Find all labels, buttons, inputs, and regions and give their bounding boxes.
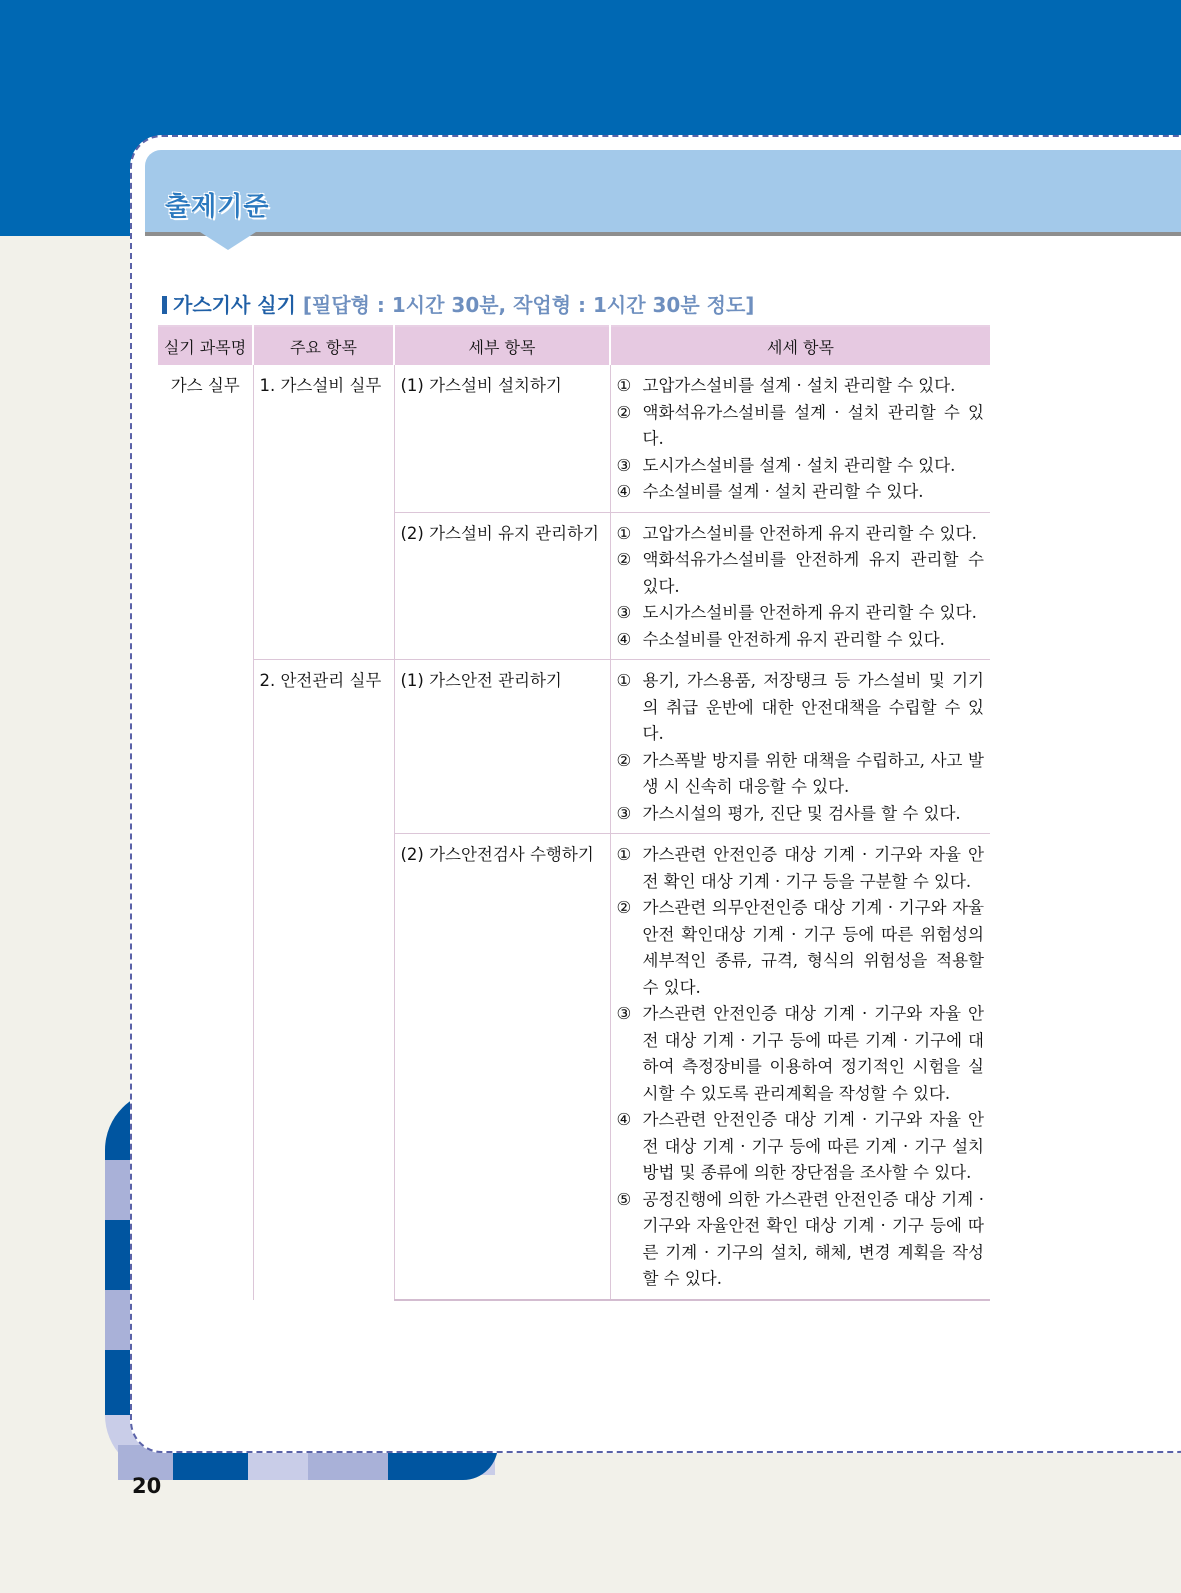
detail-item (617, 842, 985, 895)
detail-item (617, 600, 985, 627)
detail-item (617, 1107, 985, 1187)
detail-item (617, 627, 985, 654)
detail-item-text: 공정진행에 의한 가스관련 안전인증 대상 기계 · 기구와 자율안전 확인 대상 기계 · 기구 등에 따른 기계 · 기구의 설치, 해체, 변경 계획을 작성할 수 있다. (642, 1189, 984, 1288)
section-subtitle: [필답형 : 1시간 30분, 작업형 : 1시간 30분 정도] (302, 293, 755, 317)
detail-item (617, 748, 985, 801)
table-row (158, 660, 990, 834)
header-detail-item: 세세 항목 (610, 326, 990, 365)
detail-item-text: 가스관련 안전인증 대상 기계 · 기구와 자율 안전 대상 기계 · 기구 등에 따른 기계 · 기구에 대하여 측정장비를 이용하여 정기적인 시험을 실시할 수 있도록 관리계획을 작성할 수 있다. (642, 1004, 984, 1103)
detail-item-text: 고압가스설비를 설계 · 설치 관리할 수 있다. (642, 376, 956, 395)
table-row (158, 365, 990, 512)
detail-item-number: ③ (616, 603, 632, 622)
detail-item-text: 액화석유가스설비를 안전하게 유지 관리할 수 있다. (642, 550, 984, 596)
table-header-row (158, 326, 990, 365)
detail-item-text: 가스관련 안전인증 대상 기계 · 기구와 자율 안전 대상 기계 · 기구 등에 따른 기계 · 기구 설치방법 및 종류에 의한 장단점을 조사할 수 있다. (642, 1110, 984, 1182)
detail-item (617, 895, 985, 1001)
main-item-cell: 2. 안전관리 실무 (253, 660, 394, 1300)
detail-item-number: ① (616, 376, 632, 395)
detail-item (617, 373, 985, 400)
detail-item-number: ② (616, 402, 632, 422)
detail-item-number: ① (616, 523, 632, 543)
detail-item-number: ② (616, 898, 632, 917)
section-title (162, 289, 754, 318)
detail-item-text: 고압가스설비를 안전하게 유지 관리할 수 있다. (642, 523, 977, 543)
detail-item (617, 400, 985, 453)
detail-cell (610, 834, 990, 1300)
detail-item (617, 668, 985, 748)
detail-item-text: 수소설비를 설계 · 설치 관리할 수 있다. (642, 482, 924, 501)
detail-item-number: ① (616, 671, 632, 690)
detail-item (617, 479, 985, 506)
header-sub-item: 세부 항목 (394, 326, 610, 365)
header-shadow (145, 232, 1181, 236)
header-main-item: 주요 항목 (253, 326, 394, 365)
page-title: 출제기준 (165, 192, 270, 222)
criteria-table (158, 325, 990, 1301)
detail-item-text: 도시가스설비를 설계 · 설치 관리할 수 있다. (642, 455, 956, 475)
page-number: 20 (132, 1474, 162, 1498)
detail-item-text: 가스관련 안전인증 대상 기계 · 기구와 자율 안전 확인 대상 기계 · 기구 등을 구분할 수 있다. (642, 845, 984, 891)
detail-item (617, 521, 985, 548)
detail-item-text: 용기, 가스용품, 저장탱크 등 가스설비 및 기기의 취급 운반에 대한 안전대책을 수립할 수 있다. (642, 671, 984, 743)
detail-item-number: ④ (616, 629, 632, 649)
detail-item (617, 801, 985, 828)
section-title-text: 가스기사 실기 (173, 293, 296, 317)
subject-cell: 가스 실무 (158, 365, 253, 1300)
detail-item-number: ② (616, 550, 632, 569)
header-band (145, 150, 1181, 232)
detail-cell (610, 512, 990, 660)
detail-item-number: ③ (616, 803, 632, 823)
detail-cell (610, 365, 990, 512)
detail-item (617, 1187, 985, 1293)
sub-item-cell: (2) 가스설비 유지 관리하기 (394, 512, 610, 660)
detail-item-number: ④ (616, 482, 632, 501)
sub-item-cell: (2) 가스안전검사 수행하기 (394, 834, 610, 1300)
detail-item-text: 수소설비를 안전하게 유지 관리할 수 있다. (642, 629, 945, 649)
detail-item-number: ② (616, 750, 632, 770)
detail-item-number: ③ (616, 455, 632, 475)
detail-item (617, 453, 985, 480)
detail-item-number: ① (616, 845, 632, 864)
bullet-bar-icon (162, 296, 167, 314)
detail-item (617, 547, 985, 600)
detail-item-number: ③ (616, 1004, 632, 1023)
detail-item-text: 액화석유가스설비를 설계 · 설치 관리할 수 있다. (642, 402, 984, 448)
detail-item-text: 도시가스설비를 안전하게 유지 관리할 수 있다. (642, 603, 977, 622)
header-subject: 실기 과목명 (158, 326, 253, 365)
detail-item-number: ④ (616, 1110, 632, 1129)
detail-item (617, 1001, 985, 1107)
detail-item-number: ⑤ (616, 1189, 632, 1209)
header-notch (200, 232, 256, 250)
main-item-cell: 1. 가스설비 실무 (253, 365, 394, 660)
detail-item-text: 가스폭발 방지를 위한 대책을 수립하고, 사고 발생 시 신속히 대응할 수 있다. (642, 750, 984, 796)
detail-item-text: 가스시설의 평가, 진단 및 검사를 할 수 있다. (642, 803, 961, 823)
detail-item-text: 가스관련 의무안전인증 대상 기계 · 기구와 자율안전 확인대상 기계 · 기구 등에 따른 위험성의 세부적인 종류, 규격, 형식의 위험성을 적용할 수 있다. (642, 898, 984, 997)
sub-item-cell: (1) 가스설비 설치하기 (394, 365, 610, 512)
sub-item-cell: (1) 가스안전 관리하기 (394, 660, 610, 834)
detail-cell (610, 660, 990, 834)
